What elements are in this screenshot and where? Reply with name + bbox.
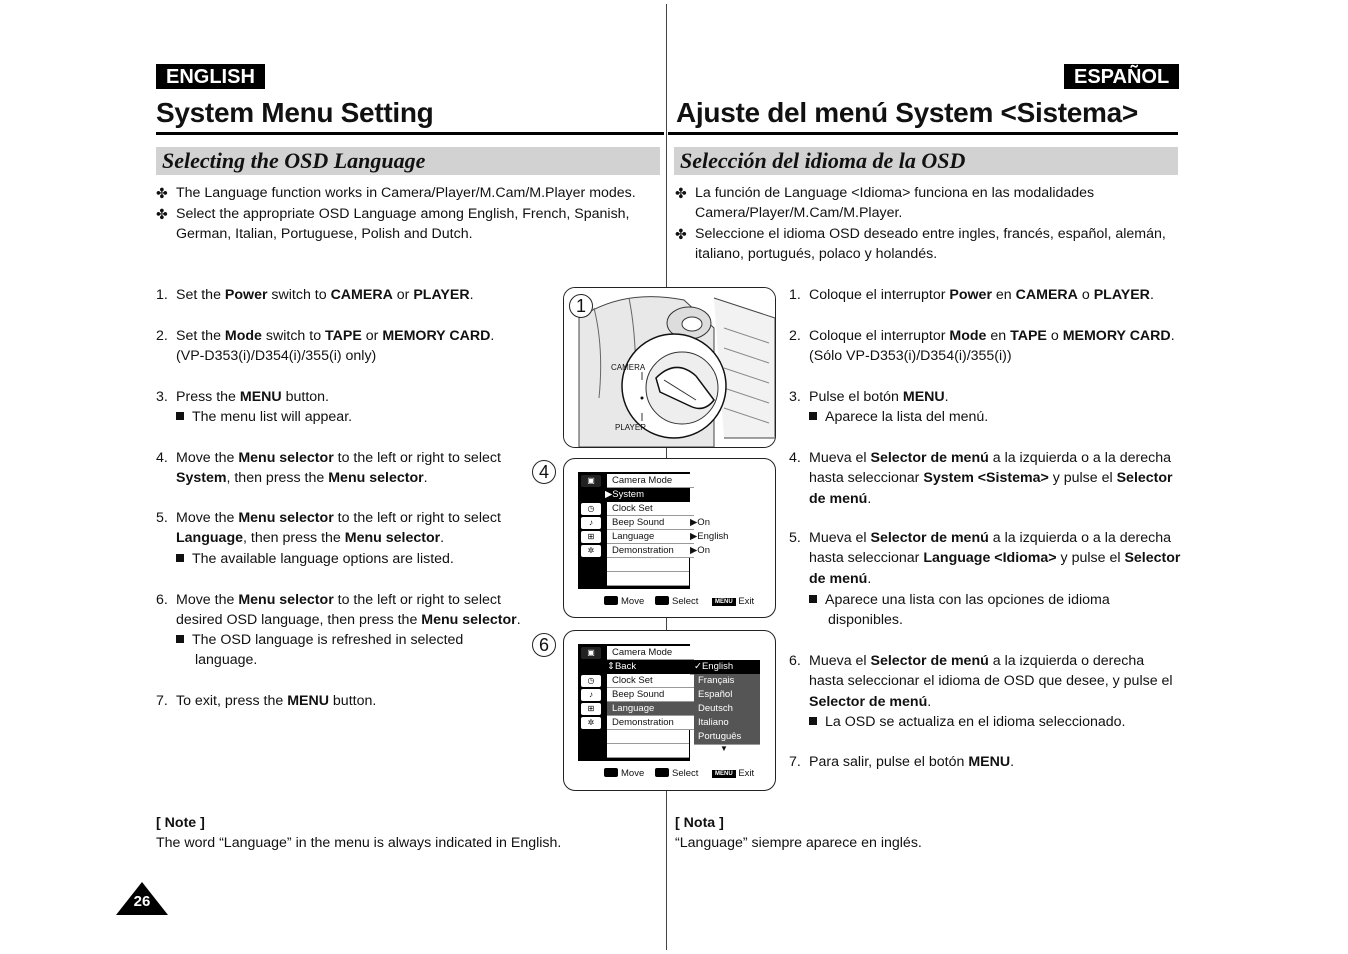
menu-header: Camera Mode	[607, 646, 694, 660]
intro-en-2: ✤ Select the appropriate OSD Language among English, French, Spanish, German, Italian, Portuguese, Polish and Dutch.	[156, 206, 630, 243]
language-option-english: ✓English	[690, 660, 760, 675]
menu-item-back: ⇕Back	[604, 660, 692, 673]
page-title-en: System Menu Setting	[156, 97, 434, 128]
language-icon: ⊞	[581, 531, 601, 543]
menu-item-beep-sound: Beep Sound	[607, 516, 694, 530]
figure-menu-language	[563, 630, 776, 791]
step-en-6: 6. Move the Menu selector to the left or right to select desired OSD language, then press the Menu selector.	[156, 592, 521, 629]
title-rule-en	[156, 132, 664, 135]
section-header-en	[156, 147, 660, 175]
beep-value: ▶On	[690, 517, 710, 528]
figure-number-4: 4	[532, 460, 556, 484]
menu-item-beep-sound: Beep Sound	[607, 688, 694, 702]
language-option-francais: Français	[694, 674, 760, 689]
beep-icon: ♪	[581, 689, 601, 701]
menu-item-empty	[607, 558, 689, 572]
page-number: 26	[133, 893, 151, 910]
step-es-2: 2. Coloque el interruptor Mode en TAPE o MEMORY CARD. (Sólo VP-D353(i)/D354(i)/355(i))	[789, 328, 1175, 365]
title-rule-es	[668, 132, 1178, 135]
figure-menu-system	[563, 458, 776, 618]
figure-number-6: 6	[532, 633, 556, 657]
menu-item-demonstration: Demonstration	[607, 544, 694, 558]
cross-bullet-icon: ✤	[675, 226, 687, 242]
menu-item-language: Language	[607, 530, 694, 544]
intro-en-1: ✤ The Language function works in Camera/Player/M.Cam/M.Player modes.	[176, 183, 646, 203]
substep-en-3: The menu list will appear.	[176, 407, 516, 427]
page-title-es: Ajuste del menú System <Sistema>	[676, 97, 1138, 128]
step-es-6: 6. Mueva el Selector de menú a la izquierda o derecha hasta seleccionar el idioma de OSD que desee, y pulse el Selector de menú.	[789, 653, 1173, 710]
footer-move: Move	[604, 768, 644, 779]
menu-item-empty	[607, 572, 689, 586]
cross-bullet-icon: ✤	[156, 206, 168, 222]
step-es-1: 1. Coloque el interruptor Power en CAMERA o PLAYER.	[789, 287, 1154, 303]
substep-en-5: The available language options are listed.	[176, 549, 516, 569]
select-key-icon	[655, 768, 669, 777]
menu-item-demonstration: Demonstration	[607, 716, 694, 730]
lang-tag-spanish: ESPAÑOL	[1064, 64, 1179, 89]
section-title-es: Selección del idioma de la OSD	[680, 148, 966, 173]
clock-icon: ◷	[581, 503, 601, 515]
step-en-3: 3. Press the MENU button.	[156, 389, 329, 405]
note-title-en: [ Note ]	[156, 815, 205, 831]
step-es-4: 4. Mueva el Selector de menú a la izquierda o a la derecha hasta seleccionar System <Sistema> y pulse el Selector de menú.	[789, 450, 1173, 507]
language-option-portugues: Português	[694, 730, 760, 745]
menu-item-system: ▶System	[604, 488, 690, 501]
step-es-3: 3. Pulse el botón MENU.	[789, 389, 949, 405]
gear-icon: ✲	[581, 717, 601, 729]
intro-es-2: ✤ Seleccione el idioma OSD deseado entre ingles, francés, español, alemán, italiano, portugués, polaco y holandés.	[675, 226, 1166, 263]
square-bullet-icon	[809, 412, 817, 420]
camera-mode-icon: ▣	[581, 475, 601, 487]
language-value: ▶English	[690, 531, 729, 542]
square-bullet-icon	[809, 717, 817, 725]
step-en-7: 7. To exit, press the MENU button.	[156, 693, 377, 709]
clock-icon: ◷	[581, 675, 601, 687]
menu-item-language: Language	[607, 702, 694, 716]
substep-es-3: Aparece la lista del menú.	[809, 407, 1169, 427]
menu-header: Camera Mode	[607, 474, 694, 488]
language-option-italiano: Italiano	[694, 716, 760, 731]
menu-item-clock-set: Clock Set	[607, 674, 694, 688]
select-key-icon	[655, 596, 669, 605]
footer-exit: MENU Exit	[712, 596, 754, 607]
step-es-5: 5. Mueva el Selector de menú a la izquierda o a la derecha hasta seleccionar Language <Idioma> y pulse el Selector de menú.	[789, 530, 1181, 587]
footer-select: Select	[655, 768, 698, 779]
cross-bullet-icon: ✤	[156, 185, 168, 201]
move-key-icon	[604, 768, 618, 777]
note-text-en: The word “Language” in the menu is always indicated in English.	[156, 835, 562, 851]
cross-bullet-icon: ✤	[675, 185, 687, 201]
step-en-5: 5. Move the Menu selector to the left or right to select Language, then press the Menu selector.	[156, 510, 501, 547]
substep-es-5: Aparece una lista con las opciones de idioma disponibles.	[809, 590, 1148, 631]
section-header-es	[674, 147, 1178, 175]
language-icon: ⊞	[581, 703, 601, 715]
substep-en-6: The OSD language is refreshed in selected language.	[176, 630, 495, 671]
move-key-icon	[604, 596, 618, 605]
square-bullet-icon	[176, 412, 184, 420]
language-option-deutsch: Deutsch	[694, 702, 760, 717]
figure-power-switch	[563, 287, 776, 448]
menu-key-icon: MENU	[712, 598, 736, 606]
scroll-down-icon: ▼	[720, 744, 728, 753]
menu-key-icon: MENU	[712, 770, 736, 778]
camera-mode-icon: ▣	[581, 647, 601, 659]
camcorder-illustration	[564, 288, 775, 447]
step-es-7: 7. Para salir, pulse el botón MENU.	[789, 754, 1015, 770]
substep-es-6: La OSD se actualiza en el idioma seleccionado.	[809, 712, 1169, 732]
square-bullet-icon	[176, 635, 184, 643]
camera-position-label: CAMERA	[611, 363, 646, 372]
language-option-espanol: Español	[694, 688, 760, 703]
menu-item-empty	[607, 744, 689, 758]
footer-select: Select	[655, 596, 698, 607]
lang-tag-english: ENGLISH	[156, 64, 265, 89]
intro-es-1: ✤ La función de Language <Idioma> funciona en las modalidades Camera/Player/M.Cam/M.Player.	[675, 185, 1095, 222]
demo-value: ▶On	[690, 545, 710, 556]
step-en-2: 2. Set the Mode switch to TAPE or MEMORY CARD. (VP-D353(i)/D354(i)/355(i) only)	[156, 328, 495, 365]
menu-item-clock-set: Clock Set	[607, 502, 694, 516]
footer-exit: MENU Exit	[712, 768, 754, 779]
square-bullet-icon	[176, 554, 184, 562]
step-en-1: 1. Set the Power switch to CAMERA or PLAYER.	[156, 287, 474, 303]
menu-item-empty	[607, 730, 689, 744]
footer-move: Move	[604, 596, 644, 607]
gear-icon: ✲	[581, 545, 601, 557]
section-title-en: Selecting the OSD Language	[162, 148, 426, 173]
figure-number-1: 1	[569, 294, 593, 318]
note-title-es: [ Nota ]	[675, 815, 724, 831]
player-position-label: PLAYER	[615, 423, 646, 432]
step-en-4: 4. Move the Menu selector to the left or right to select System, then press the Menu selector.	[156, 450, 501, 487]
beep-icon: ♪	[581, 517, 601, 529]
square-bullet-icon	[809, 595, 817, 603]
note-text-es: “Language” siempre aparece en inglés.	[675, 835, 922, 851]
